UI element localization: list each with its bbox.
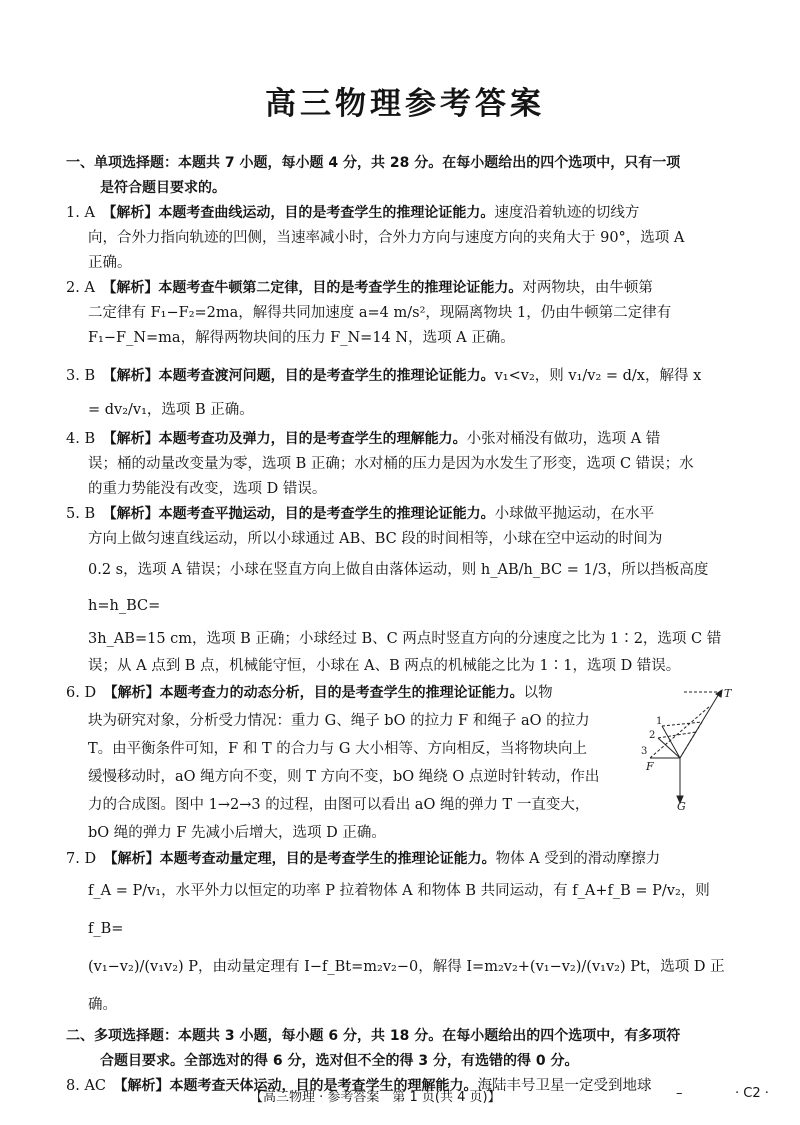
answer-q3: 3. B 【解析】本题考查渡河问题，目的是考查学生的推理论证能力。v₁<v₂，则 v₁/v₂ = d/x，解得 x = dv₂/v₁，选项 B 正确。 [66, 359, 744, 427]
question-number: 5. B [66, 506, 96, 522]
force-vector-1 [662, 726, 680, 758]
dashed-line-1 [662, 722, 702, 726]
answer-q5: 5. B 【解析】本题考查平抛运动，目的是考查学生的推理论证能力。小球做平抛运动，在水平 方向上做匀速直线运动，所以小球通过 AB、BC 段的时间相等，小球在空中运动的时间为 0.2 s，选项 A 错误；小球在竖直方向上做自由落体运动，则 h_AB/h_BC = 1/3，所以挡板高度 h=h_BC= 3h_AB=15 cm，选项 B 正确；小球经过 B、C 两点时竖直方向的分速度之比为 1∶2，选项 C 错 误；从 A 点到 B 点，机械能守恒，小球在 A、B 两点的机械能之比为 1∶1，选项 D 错误。 [66, 502, 744, 679]
diagram-label-F: F [646, 760, 654, 773]
section-multi-choice-header: 二、多项选择题：本题共 3 小题，每小题 6 分，共 18 分。在每小题给出的四个选项中，有多项符 合题目要求。全部选对的得 6 分，选对但不全的得 3 分，有选错的得 0 分。 [66, 1028, 681, 1069]
answer-q7: 7. D 【解析】本题考查动量定理，目的是考查学生的推理论证能力。物体 A 受到的滑动摩擦力 f_A = P/v₁，水平外力以恒定的功率 P 拉着物体 A 和物体 B 共同运动，有 f_A+f_B = P/v₂，则 f_B= (v₁−v₂)/(v₁v₂) P，由动量定理有 I−f_Bt=m₂v₂−0，解得 I=m₂v₂+(v₁−v₂)/(v₁v₂) Pt，选项 D 正确。 [66, 847, 744, 1024]
tension-arrowhead [716, 690, 722, 697]
question-number: 3. B [66, 368, 96, 384]
answer-q2: 2. A 【解析】本题考查牛顿第二定律，目的是考查学生的推理论证能力。对两物块，由牛顿第 二定律有 F₁−F₂=2ma，解得共同加速度 a=4 m/s²，现隔离物块 1，仍由牛顿第二定律有 F₁−F_N=ma，解得两物块间的压力 F_N=14 N，选项 A 正确。 [66, 276, 744, 351]
footer-dash: – [676, 1086, 683, 1101]
force-diagram [640, 686, 735, 811]
question-number: 6. D [66, 685, 97, 701]
footer-page-info: 【高三物理 · 参考答案 第 1 页(共 4 页)】 [250, 1090, 501, 1105]
dashed-line-4 [680, 722, 702, 758]
answer-q4: 4. B 【解析】本题考查功及弹力，目的是考查学生的理解能力。小张对桶没有做功，选项 A 错 误；桶的动量改变量为零，选项 B 正确；水对桶的压力是因为水发生了形变，选项 C 错误；水 的重力势能没有改变，选项 D 错误。 [66, 427, 744, 502]
answer-q1: 1. A 【解析】本题考查曲线运动，目的是考查学生的推理论证能力。速度沿着轨迹的切线方 向，合外力指向轨迹的凹侧，当速率减小时，合外力方向与速度方向的夹角大于 90°，选项 A 正确。 [66, 201, 744, 276]
answer-q6: 6. D 【解析】本题考查力的动态分析，目的是考查学生的推理论证能力。以物 块为研究对象，分析受力情况：重力 G、绳子 bO 的拉力 F 和绳子 aO 的拉力 T。由平衡条件可知，F 和 T 的合力与 G 大小相等、方向相反，当将物块向上 缓慢移动时，aO 绳方向不变，则 T 方向不变，bO 绳绕 O 点逆时针转动，作出 力的合成图。图中 1→2→3 的过程，由图可以看出 aO 绳的弹力 T 一直变大， bO 绳的弹力 F 先减小后增大，选项 D 正确。 [66, 679, 744, 847]
diagram-label-1: 1 [656, 716, 663, 727]
question-number: 2. A [66, 280, 95, 296]
footer-code: · C2 · [735, 1086, 769, 1101]
question-number: 7. D [66, 851, 97, 867]
question-number: 1. A [66, 205, 95, 221]
question-number: 8. AC [66, 1078, 107, 1094]
answer-q8: 8. AC 【解析】本题考查天体运动，目的是考查学生的理解能力。海陆丰号卫星一定受到地球 [66, 1074, 744, 1099]
diagram-label-G: G [677, 800, 686, 811]
page-title: 高三物理参考答案 [265, 86, 545, 122]
diagram-label-2: 2 [649, 730, 656, 741]
question-number: 4. B [66, 431, 96, 447]
diagram-label-3: 3 [641, 746, 648, 757]
diagram-label-T: T [724, 687, 732, 700]
section-single-choice-header: 一、单项选择题：本题共 7 小题，每小题 4 分，共 28 分。在每小题给出的四个选项中，只有一项 是符合题目要求的。 [66, 155, 681, 196]
dashed-line-3 [650, 706, 710, 758]
